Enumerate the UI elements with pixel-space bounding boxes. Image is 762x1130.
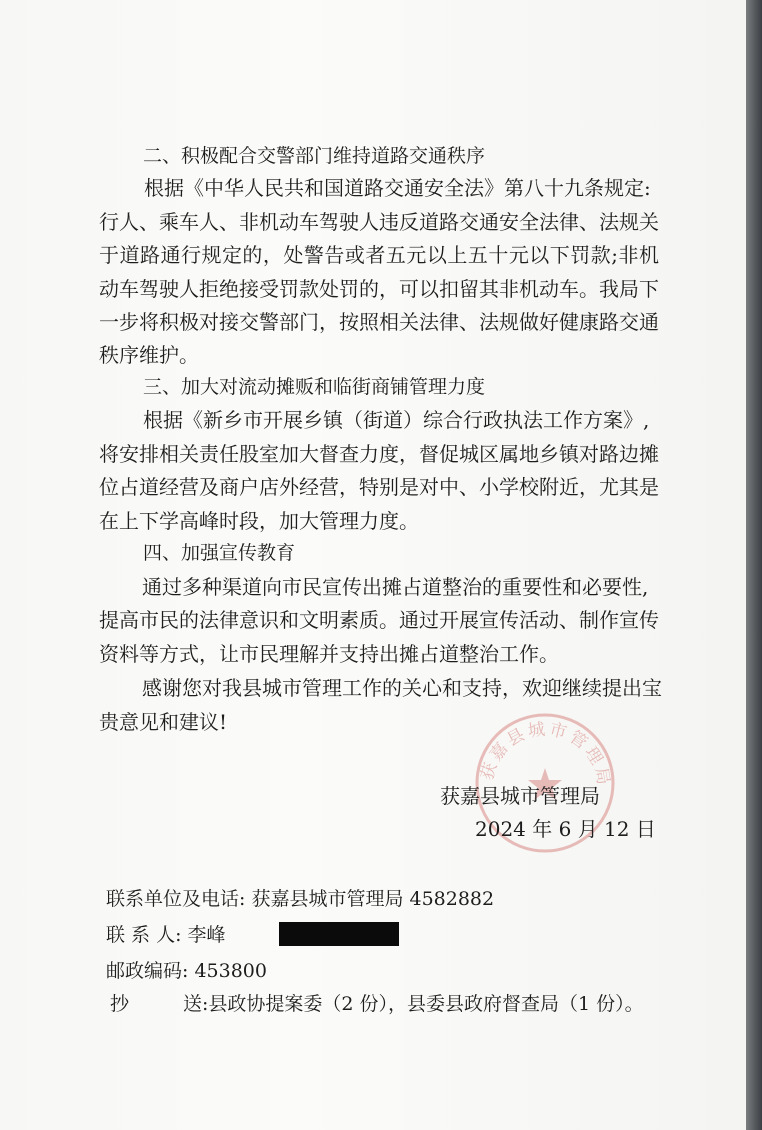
section4-line-2: 提高市民的法律意识和文明素质。通过开展宣传活动、制作宣传 — [99, 608, 659, 632]
signature-date: 2024 年 6 月 12 日 — [475, 817, 656, 841]
footer-contact-unit: 联系单位及电话: 获嘉县城市管理局 4582882 — [106, 888, 495, 910]
footer-cc-label: 抄 — [110, 993, 130, 1015]
closing-line-2: 贵意见和建议! — [99, 710, 228, 734]
closing-line-1: 感谢您对我县城市管理工作的关心和支持，欢迎继续提出宝 — [142, 676, 662, 700]
section2-line-2: 行人、乘车人、非机动车驾驶人违反道路交通安全法律、法规关 — [99, 210, 659, 234]
section3-heading: 三、加大对流动摊贩和临街商铺管理力度 — [143, 376, 486, 398]
section2-line-4: 动车驾驶人拒绝接受罚款处罚的，可以扣留其非机动车。我局下 — [99, 277, 659, 301]
section4-line-1: 通过多种渠道向市民宣传出摊占道整治的重要性和必要性, — [142, 575, 649, 599]
section2-line-5: 一步将积极对接交警部门，按照相关法律、法规做好健康路交通 — [99, 310, 659, 334]
section4-line-3: 资料等方式，让市民理解并支持出摊占道整治工作。 — [99, 642, 559, 666]
section4-heading: 四、加强宣传教育 — [143, 542, 296, 564]
footer-contact-person: 联 系 人: 李峰 — [106, 924, 226, 946]
section2-heading: 二、积极配合交警部门维持道路交通秩序 — [143, 145, 486, 167]
redaction-bar — [279, 922, 399, 946]
section2-line-6: 秩序维护。 — [99, 343, 199, 367]
footer-cc-text: 送:县政协提案委（2 份），县委县政府督查局（1 份）。 — [183, 993, 644, 1015]
page-edge-shadow — [746, 0, 762, 1130]
section2-line-1: 根据《中华人民共和国道路交通安全法》第八十九条规定: — [144, 176, 651, 200]
section3-line-4: 在上下学高峰时段，加大管理力度。 — [99, 509, 419, 533]
section3-line-3: 位占道经营及商户店外经营，特别是对中、小学校附近，尤其是 — [99, 475, 659, 499]
section2-line-3: 于道路通行规定的，处警告或者五元以上五十元以下罚款;非机 — [99, 243, 659, 267]
section3-line-1: 根据《新乡市开展乡镇（街道）综合行政执法工作方案》, — [143, 408, 650, 432]
section3-line-2: 将安排相关责任股室加大督查力度，督促城区属地乡镇对路边摊 — [99, 442, 659, 466]
signature-org: 获嘉县城市管理局 — [440, 784, 600, 808]
svg-text:获嘉县城市管理局: 获嘉县城市管理局 — [477, 719, 614, 790]
footer-postal-code: 邮政编码: 453800 — [106, 960, 267, 982]
